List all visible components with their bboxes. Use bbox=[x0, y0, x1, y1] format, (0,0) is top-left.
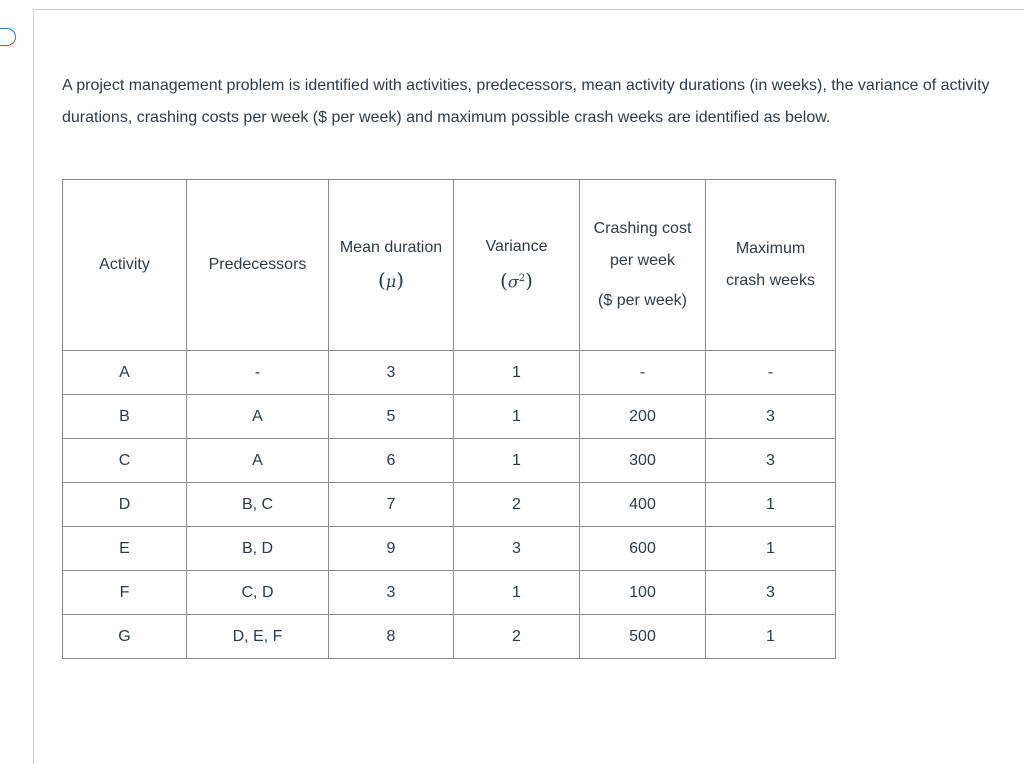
cell-crash-cost: - bbox=[580, 351, 706, 395]
question-text: A project management problem is identified with activities, predecessors, mean activity durations (in weeks), the variance of activity durations, crashing costs per week ($ per week) and maximum possible crash weeks are identified as below. bbox=[62, 77, 990, 126]
cell-max-crash: 3 bbox=[706, 439, 836, 483]
table-row bbox=[63, 351, 836, 395]
cell-mean: 8 bbox=[329, 615, 454, 659]
header-crash-cost-line2: per week bbox=[610, 252, 675, 269]
flag-question-icon[interactable] bbox=[0, 28, 16, 46]
cell-predecessors: A bbox=[187, 395, 329, 439]
cell-variance: 3 bbox=[454, 527, 580, 571]
cell-predecessors: - bbox=[187, 351, 329, 395]
header-mean-duration bbox=[329, 180, 454, 351]
cell-max-crash: 1 bbox=[706, 483, 836, 527]
cell-variance: 1 bbox=[454, 439, 580, 483]
cell-activity: C bbox=[63, 439, 187, 483]
header-max-crash bbox=[706, 180, 836, 351]
cell-activity: D bbox=[63, 483, 187, 527]
cell-mean: 3 bbox=[329, 571, 454, 615]
header-activity-label: Activity bbox=[99, 256, 150, 273]
cell-max-crash: 1 bbox=[706, 615, 836, 659]
header-crash-cost-unit: ($ per week) bbox=[598, 292, 687, 309]
table-row bbox=[63, 483, 836, 527]
cell-crash-cost: 600 bbox=[580, 527, 706, 571]
cell-predecessors: D, E, F bbox=[187, 615, 329, 659]
cell-mean: 7 bbox=[329, 483, 454, 527]
header-variance bbox=[454, 180, 580, 351]
cell-variance: 1 bbox=[454, 395, 580, 439]
cell-crash-cost: 500 bbox=[580, 615, 706, 659]
card-top-border bbox=[33, 9, 1024, 10]
table-row bbox=[63, 615, 836, 659]
cell-max-crash: 1 bbox=[706, 527, 836, 571]
cell-mean: 5 bbox=[329, 395, 454, 439]
table-row bbox=[63, 439, 836, 483]
cell-activity: E bbox=[63, 527, 187, 571]
cell-crash-cost: 200 bbox=[580, 395, 706, 439]
table-row bbox=[63, 571, 836, 615]
header-predecessors bbox=[187, 180, 329, 351]
header-predecessors-label: Predecessors bbox=[208, 256, 307, 273]
card-left-border bbox=[33, 9, 34, 764]
cell-max-crash: 3 bbox=[706, 395, 836, 439]
header-crash-cost-line1: Crashing cost bbox=[593, 220, 692, 237]
cell-mean: 6 bbox=[329, 439, 454, 483]
header-crash-cost bbox=[580, 180, 706, 351]
header-mean-symbol: (μ) bbox=[377, 268, 405, 292]
table-body bbox=[63, 351, 836, 659]
activity-table bbox=[62, 179, 836, 659]
cell-variance: 2 bbox=[454, 483, 580, 527]
header-activity bbox=[63, 180, 187, 351]
cell-variance: 1 bbox=[454, 571, 580, 615]
cell-activity: B bbox=[63, 395, 187, 439]
cell-crash-cost: 100 bbox=[580, 571, 706, 615]
header-variance-title: Variance bbox=[485, 238, 548, 256]
cell-mean: 9 bbox=[329, 527, 454, 571]
cell-crash-cost: 400 bbox=[580, 483, 706, 527]
cell-variance: 1 bbox=[454, 351, 580, 395]
header-mean-title: Mean duration bbox=[339, 239, 443, 256]
header-max-crash-line2: crash weeks bbox=[726, 272, 815, 289]
table-row bbox=[63, 395, 836, 439]
cell-max-crash: - bbox=[706, 351, 836, 395]
table-row bbox=[63, 527, 836, 571]
cell-predecessors: A bbox=[187, 439, 329, 483]
cell-predecessors: C, D bbox=[187, 571, 329, 615]
cell-activity: A bbox=[63, 351, 187, 395]
cell-variance: 2 bbox=[454, 615, 580, 659]
cell-crash-cost: 300 bbox=[580, 439, 706, 483]
cell-activity: G bbox=[63, 615, 187, 659]
table-header-row bbox=[63, 180, 836, 351]
cell-predecessors: B, C bbox=[187, 483, 329, 527]
header-max-crash-line1: Maximum bbox=[735, 240, 806, 257]
cell-predecessors: B, D bbox=[187, 527, 329, 571]
cell-activity: F bbox=[63, 571, 187, 615]
header-variance-symbol: $(\sigma^2)$ bbox=[500, 268, 533, 293]
cell-max-crash: 3 bbox=[706, 571, 836, 615]
cell-mean: 3 bbox=[329, 351, 454, 395]
